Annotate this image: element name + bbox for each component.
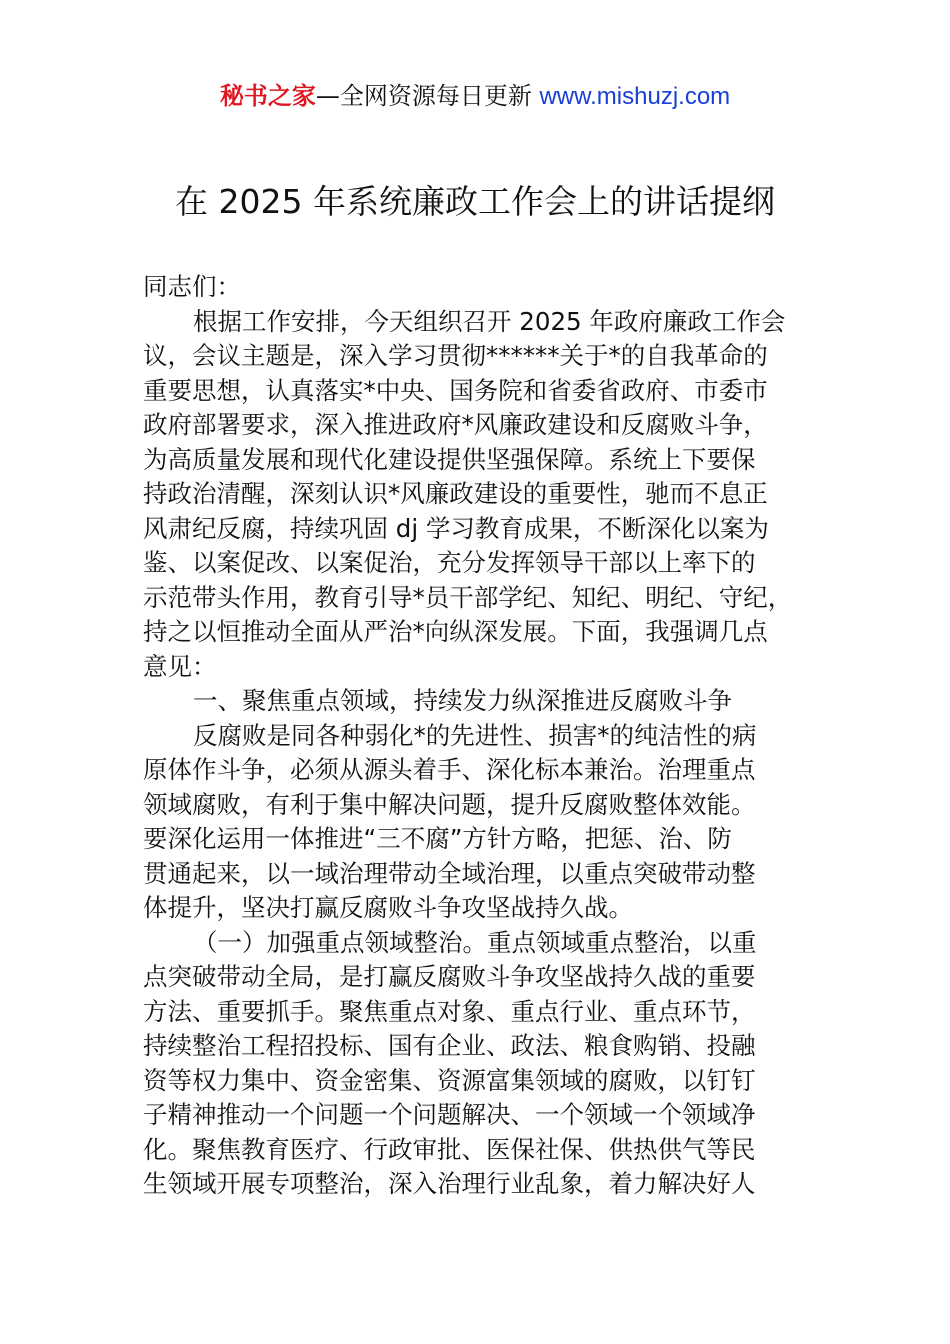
paragraph-line: 重要思想，认真落实*中央、国务院和省委省政府、市委市 (143, 375, 768, 405)
paragraph-line: 化。聚焦教育医疗、行政审批、医保社保、供热供气等民 (143, 1134, 756, 1164)
paragraph-line: 根据工作安排，今天组织召开 2025 年政府廉政工作会 (193, 306, 786, 336)
paragraph-line: 鉴、以案促改、以案促治，充分发挥领导干部以上率下的 (143, 548, 756, 577)
paragraph-line: 要深化运用一体推进“三不腐”方针方略，把惩、治、防 (143, 824, 732, 853)
site-url-link[interactable]: www.mishuzj.com (539, 83, 731, 110)
paragraph-line: 风肃纪反腐，持续巩固 dj 学习教育成果，不断深化以案为 (143, 513, 769, 543)
paragraph-line: 持之以恒推动全面从严治*向纵深发展。下面，我强调几点 (143, 617, 768, 646)
paragraph-line: 为高质量发展和现代化建设提供坚强保障。系统上下要保 (143, 444, 756, 474)
document-body (143, 270, 831, 1202)
paragraph-line: 原体作斗争，必须从源头着手、深化标本兼治。治理重点 (143, 755, 756, 784)
paragraph-line: 意见： (143, 651, 217, 681)
document-title: 在 2025 年系统廉政工作会上的讲话提纲 (175, 182, 775, 221)
paragraph-line: （一）加强重点领域整治。重点领域重点整治，以重 (193, 927, 757, 957)
paragraph-line: 子精神推动一个问题一个问题解决、一个领域一个领域净 (143, 1100, 756, 1129)
paragraph-line: 反腐败是同各种弱化*的先进性、损害*的纯洁性的病 (193, 720, 757, 750)
paragraph-line: 资等权力集中、资金密集、资源富集领域的腐败，以钉钉 (143, 1065, 756, 1095)
paragraph-line: 示范带头作用，教育引导*员干部学纪、知纪、明纪、守纪， (143, 582, 793, 612)
paragraph-line: 方法、重要抓手。聚焦重点对象、重点行业、重点环节， (143, 996, 756, 1026)
paragraph-line: 持政治清醒，深刻认识*风廉政建设的重要性，驰而不息正 (143, 479, 768, 508)
paragraph-line: 领域腐败，有利于集中解决问题，提升反腐败整体效能。 (143, 789, 756, 819)
paragraph-line: 点突破带动全局，是打赢反腐败斗争攻坚战持久战的重要 (143, 962, 756, 991)
site-header (0, 80, 950, 113)
site-tagline: —全网资源每日更新 (315, 82, 540, 110)
section-heading: 一、聚焦重点领域，持续发力纵深推进反腐败斗争 (193, 686, 732, 715)
site-brand: 秘书之家 (219, 82, 316, 110)
salutation-line: 同志们： (143, 272, 241, 301)
paragraph-line: 体提升，坚决打赢反腐败斗争攻坚战持久战。 (143, 893, 633, 922)
paragraph-line: 政府部署要求，深入推进政府*风廉政建设和反腐败斗争， (143, 410, 768, 439)
paragraph-line: 贯通起来，以一域治理带动全域治理，以重点突破带动整 (143, 858, 756, 888)
paragraph-line: 生领域开展专项整治，深入治理行业乱象，着力解决好人 (143, 1169, 756, 1198)
paragraph-line: 持续整治工程招投标、国有企业、政法、粮食购销、投融 (143, 1031, 756, 1060)
paragraph-line: 议，会议主题是，深入学习贯彻******关于*的自我革命的 (143, 341, 768, 370)
